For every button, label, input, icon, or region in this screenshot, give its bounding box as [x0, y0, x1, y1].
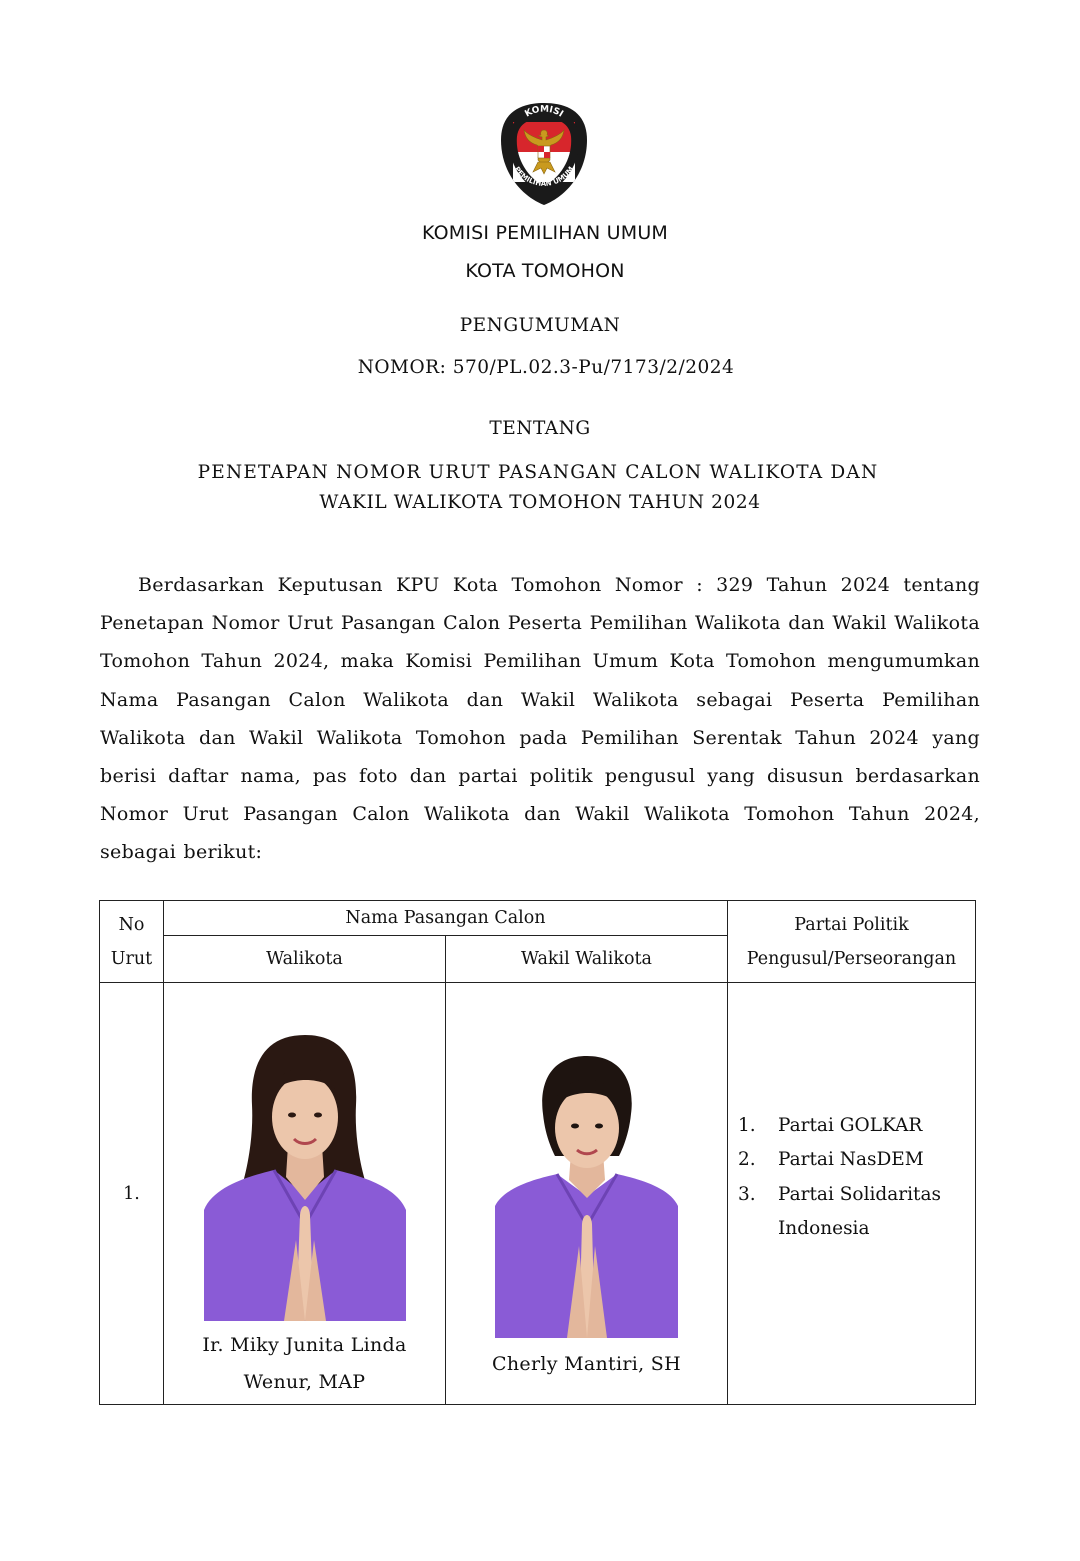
subject-line-1: PENETAPAN NOMOR URUT PASANGAN CALON WALIKOTA DAN [197, 462, 879, 483]
row-number: 1. [100, 983, 164, 1405]
header-partai [728, 901, 976, 983]
party-name: Partai GOLKAR [778, 1114, 923, 1136]
party-number: 1. [738, 1114, 756, 1136]
header-no-urut [100, 901, 164, 983]
walikota-name-line1: Ir. Miky Junita Linda [202, 1333, 407, 1356]
header-partai-line2: Pengusul/Perseorangan [746, 948, 957, 969]
org-name: KOMISI PEMILIHAN UMUM [421, 222, 669, 244]
body-paragraph: Berdasarkan Keputusan KPU Kota Tomohon Nomor : 329 Tahun 2024 tentang Penetapan Nomor Urut Pasangan Calon Peserta Pemilihan Walikota dan Wakil Walikota Tomohon Tahun 2024, maka Komisi Pemilihan Umum Kota Tomohon mengumumkan Nama Pasangan Calon Walikota dan Wakil Walikota sebagai Peserta Pemilihan Walikota dan Wakil Walikota Tomohon pada Pemilihan Serentak Tahun 2024 yang berisi daftar nama, pas foto dan partai politik pengusul yang disusun berdasarkan Nomor Urut Pasangan Calon Walikota dan Wakil Walikota Tomohon Tahun 2024, sebagai berikut: [100, 574, 980, 864]
header-no-line1: No [118, 914, 145, 935]
party-name: Partai NasDEM [778, 1149, 924, 1170]
party-name: Partai Solidaritas Indonesia [778, 1183, 941, 1239]
announcement-number: NOMOR: 570/PL.02.3-Pu/7173/2/2024 [357, 357, 735, 378]
list-item [738, 1109, 975, 1144]
parties-cell [728, 983, 976, 1405]
party-number: 2. [738, 1149, 756, 1170]
kpu-garuda-logo-icon [497, 100, 591, 208]
svg-text:KOMISI: KOMISI [523, 104, 565, 120]
header-wakil-walikota: Wakil Walikota [446, 936, 728, 983]
subject-line-2: WAKIL WALIKOTA TOMOHON TAHUN 2024 [319, 492, 761, 513]
svg-text:PEMILIHAN UMUM: PEMILIHAN UMUM [512, 165, 576, 188]
wakil-walikota-name: Cherly Mantiri, SH [492, 1353, 681, 1375]
header-no-line2: Urut [110, 948, 153, 969]
party-list [728, 1109, 975, 1247]
header-walikota: Walikota [164, 936, 446, 983]
candidates-table [99, 900, 976, 1405]
walikota-cell [164, 983, 446, 1405]
about-label: TENTANG [489, 418, 591, 439]
wakil-walikota-photo [495, 1056, 678, 1338]
table-row [100, 983, 976, 1405]
header-partai-line1: Partai Politik [794, 914, 909, 935]
walikota-photo [204, 1035, 406, 1321]
header-nama-pasangan: Nama Pasangan Calon [164, 901, 728, 936]
wakil-walikota-cell [446, 983, 728, 1405]
announcement-label: PENGUMUMAN [459, 315, 621, 336]
list-item [738, 1143, 975, 1178]
org-city: KOTA TOMOHON [465, 260, 625, 282]
party-number: 3. [738, 1183, 756, 1205]
walikota-name-line2: Wenur, MAP [243, 1370, 366, 1393]
list-item [738, 1178, 975, 1247]
